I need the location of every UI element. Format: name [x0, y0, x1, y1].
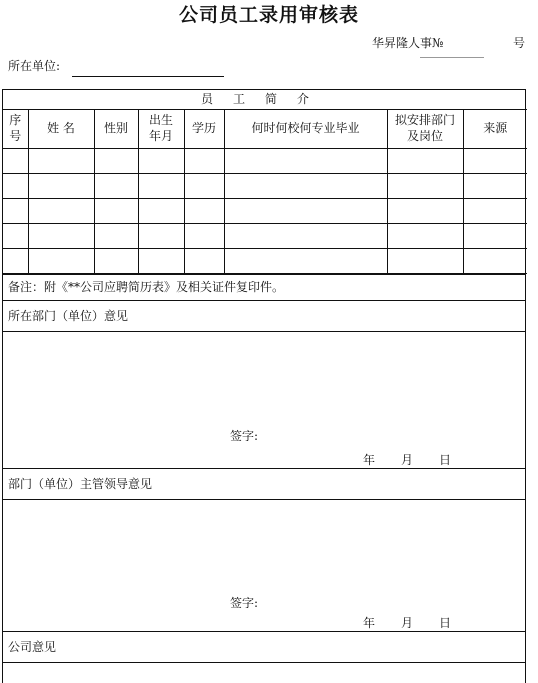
page-title: 公司员工录用审核表	[178, 4, 359, 26]
table-cell[interactable]	[463, 149, 527, 174]
dept-signature-label: 签字:	[230, 429, 259, 443]
column-header-birth-date: 出生年月	[138, 110, 184, 149]
column-header-gender: 性别	[94, 110, 138, 149]
table-row	[3, 249, 527, 274]
table-cell[interactable]	[28, 174, 94, 199]
table-cell[interactable]	[94, 224, 138, 249]
table-cell[interactable]	[94, 174, 138, 199]
table-cell[interactable]	[224, 174, 387, 199]
date-year: 年	[363, 453, 376, 467]
dept-opinion-area[interactable]	[3, 331, 525, 468]
table-cell[interactable]	[3, 224, 28, 249]
table-cell[interactable]	[463, 249, 527, 274]
leader-opinion-area[interactable]	[3, 499, 525, 631]
column-header-number: 序号	[3, 110, 28, 149]
column-header-graduation: 何时何校何专业毕业	[224, 110, 387, 149]
table-cell[interactable]	[138, 174, 184, 199]
leader-opinion-label: 部门（单位）主管领导意见	[3, 468, 525, 499]
document-number-prefix: 华昇隆人事№	[372, 36, 444, 50]
column-header-name: 姓 名	[28, 110, 94, 149]
date-month: 月	[401, 453, 414, 467]
company-opinion-area[interactable]	[3, 662, 525, 683]
table-cell[interactable]	[3, 199, 28, 224]
dept-opinion-label: 所在部门（单位）意见	[3, 300, 525, 331]
table-cell[interactable]	[94, 199, 138, 224]
table-cell[interactable]	[387, 149, 463, 174]
table-cell[interactable]	[224, 249, 387, 274]
table-cell[interactable]	[184, 174, 224, 199]
date-year: 年	[363, 616, 376, 630]
table-cell[interactable]	[138, 249, 184, 274]
table-cell[interactable]	[94, 149, 138, 174]
employee-table	[3, 90, 527, 274]
table-cell[interactable]	[28, 249, 94, 274]
table-cell[interactable]	[463, 224, 527, 249]
table-cell[interactable]	[3, 174, 28, 199]
table-cell[interactable]	[184, 249, 224, 274]
table-row	[3, 199, 527, 224]
unit-label: 所在单位:	[8, 59, 61, 73]
dept-date	[363, 451, 451, 468]
table-cell[interactable]	[28, 149, 94, 174]
table-cell[interactable]	[3, 249, 28, 274]
table-cell[interactable]	[184, 199, 224, 224]
table-cell[interactable]	[28, 199, 94, 224]
table-row	[3, 149, 527, 174]
column-header-education: 学历	[184, 110, 224, 149]
date-month: 月	[401, 616, 414, 630]
table-cell[interactable]	[184, 149, 224, 174]
company-opinion-label: 公司意见	[3, 631, 525, 662]
leader-date	[363, 614, 451, 631]
date-day: 日	[439, 616, 452, 630]
table-cell[interactable]	[224, 199, 387, 224]
table-cell[interactable]	[224, 224, 387, 249]
note: 备注：附《**公司应聘简历表》及相关证件复印件。	[3, 274, 525, 300]
table-cell[interactable]	[94, 249, 138, 274]
leader-signature-label: 签字:	[230, 596, 259, 610]
section-header-employee-intro: 员工简介	[3, 90, 527, 110]
table-row	[3, 174, 527, 199]
document-number-suffix: 号	[513, 36, 526, 50]
column-header-department-position: 拟安排部门及岗位	[387, 110, 463, 149]
table-cell[interactable]	[224, 149, 387, 174]
table-cell[interactable]	[28, 224, 94, 249]
table-cell[interactable]	[387, 199, 463, 224]
table-cell[interactable]	[387, 174, 463, 199]
table-cell[interactable]	[184, 224, 224, 249]
table-cell[interactable]	[387, 249, 463, 274]
table-cell[interactable]	[138, 149, 184, 174]
table-cell[interactable]	[387, 224, 463, 249]
table-cell[interactable]	[463, 174, 527, 199]
table-cell[interactable]	[138, 199, 184, 224]
document-number-field[interactable]	[420, 57, 484, 58]
table-row	[3, 224, 527, 249]
table-cell[interactable]	[3, 149, 28, 174]
table-cell[interactable]	[463, 199, 527, 224]
date-day: 日	[439, 453, 452, 467]
unit-field[interactable]	[72, 76, 224, 77]
column-header-source: 来源	[463, 110, 527, 149]
table-cell[interactable]	[138, 224, 184, 249]
review-form	[2, 89, 526, 683]
